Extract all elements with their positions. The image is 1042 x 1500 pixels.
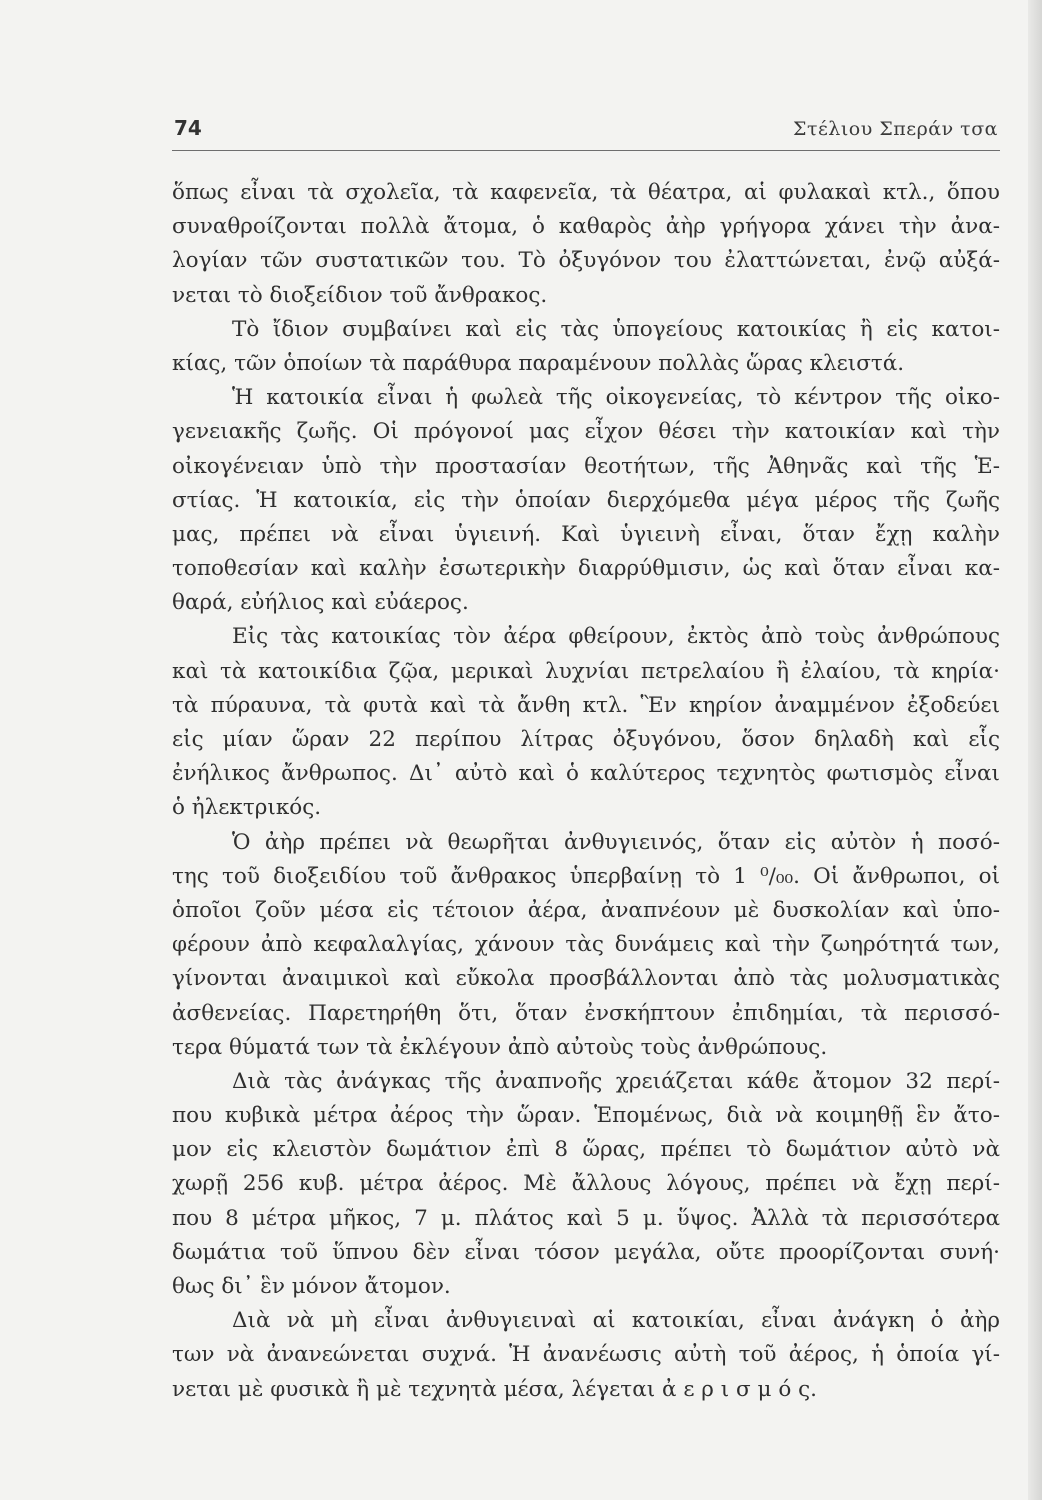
text-line: των νὰ ἀνανεώνεται συχνά. Ἡ ἀνανέωσις αὐτὴ τοῦ ἀέρος, ἡ ὁποία γί- bbox=[172, 1342, 1000, 1368]
paragraph bbox=[172, 313, 1000, 381]
text-line: ἐνήλικος ἄνθρωπος. Δι᾿ αὐτὸ καὶ ὁ καλύτερος τεχνητὸς φωτισμὸς εἶναι bbox=[172, 761, 1000, 787]
text-line: νεται μὲ φυσικὰ ἢ μὲ τεχνητὰ μέσα, λέγεται ἀ ε ρ ι σ μ ό ς. bbox=[172, 1376, 818, 1402]
running-head-author: Στέλιου Σπεράν τσα bbox=[793, 118, 998, 140]
paragraph bbox=[172, 620, 1000, 825]
text-line: θως δι᾿ ἓν μόνον ἄτομον. bbox=[172, 1274, 451, 1299]
text-line: ἀσθενείας. Παρετηρήθη ὅτι, ὅταν ἐνσκήπτουν ἐπιδημίαι, τὰ περισσό- bbox=[172, 1000, 1000, 1026]
text-line: κίας, τῶν ὁποίων τὰ παράθυρα παραμένουν πολλὰς ὥρας κλειστά. bbox=[172, 350, 905, 376]
page-edge-shadow bbox=[1028, 0, 1042, 1500]
paragraph bbox=[172, 826, 1000, 1065]
text-line: λογίαν τῶν συστατικῶν του. Τὸ ὀξυγόνον του ἐλαττώνεται, ἐνῷ αὐξά- bbox=[172, 248, 1000, 274]
page-header bbox=[172, 112, 1002, 152]
page-number: 74 bbox=[174, 116, 202, 140]
header-rule bbox=[172, 150, 1000, 151]
text-line: ὁποῖοι ζοῦν μέσα εἰς τέτοιον ἀέρα, ἀναπνέουν μὲ δυσκολίαν καὶ ὑπο- bbox=[172, 897, 1000, 923]
text-line: καὶ τὰ κατοικίδια ζῷα, μερικαὶ λυχνίαι πετρελαίου ἢ ἐλαίου, τὰ κηρία· bbox=[172, 658, 1000, 684]
paragraph bbox=[172, 1304, 1000, 1407]
text-line: μας, πρέπει νὰ εἶναι ὑγιεινή. Καὶ ὑγιεινὴ εἶναι, ὅταν ἔχῃ καλὴν bbox=[172, 521, 1000, 547]
text-line: εἰς μίαν ὥραν 22 περίπου λίτρας ὀξυγόνου, ὅσον δηλαδὴ καὶ εἷς bbox=[172, 727, 1000, 752]
text-line: Τὸ ἴδιον συμβαίνει καὶ εἰς τὰς ὑπογείους κατοικίας ἢ εἰς κατοι- bbox=[232, 316, 1000, 342]
body-text bbox=[172, 176, 1000, 1407]
text-line: Εἰς τὰς κατοικίας τὸν ἀέρα φθείρουν, ἐκτὸς ἀπὸ τοὺς ἀνθρώπους bbox=[232, 624, 1000, 650]
text-line: Διὰ τὰς ἀνάγκας τῆς ἀναπνοῆς χρειάζεται κάθε ἄτομον 32 περί- bbox=[232, 1068, 1000, 1094]
text-line: δωμάτια τοῦ ὕπνου δὲν εἶναι τόσον μεγάλα, οὔτε προορίζονται συνή· bbox=[172, 1239, 1000, 1265]
text-line: μον εἰς κλειστὸν δωμάτιον ἐπὶ 8 ὥρας, πρέπει τὸ δωμάτιον αὐτὸ νὰ bbox=[172, 1137, 1000, 1163]
text-line: φέρουν ἀπὸ κεφαλαλγίας, χάνουν τὰς δυνάμεις καὶ τὴν ζωηρότητά των, bbox=[172, 932, 1000, 958]
text-line: τὰ πύραυνα, τὰ φυτὰ καὶ τὰ ἄνθη κτλ. Ἓν κηρίον ἀναμμένον ἐξοδεύει bbox=[172, 692, 1000, 718]
text-line: τερα θύματά των τὰ ἐκλέγουν ἀπὸ αὐτοὺς τοὺς ἀνθρώπους. bbox=[172, 1034, 828, 1060]
text-line: της τοῦ διοξειδίου τοῦ ἄνθρακος ὑπερβαίνῃ τὸ 1 ⁰/₀₀. Οἱ ἄνθρωποι, οἱ bbox=[172, 863, 1000, 889]
text-line: χωρῇ 256 κυβ. μέτρα ἀέρος. Μὲ ἄλλους λόγους, πρέπει νὰ ἔχῃ περί- bbox=[172, 1171, 1000, 1197]
text-line: Ἡ κατοικία εἶναι ἡ φωλεὰ τῆς οἰκογενείας, τὸ κέντρον τῆς οἰκο- bbox=[232, 385, 1000, 411]
text-line: ὁ ἠλεκτρικός. bbox=[172, 795, 322, 821]
text-line: συναθροίζονται πολλὰ ἄτομα, ὁ καθαρὸς ἀὴρ γρήγορα χάνει τὴν ἀνα- bbox=[172, 214, 1000, 240]
text-line: γενειακῆς ζωῆς. Οἱ πρόγονοί μας εἶχον θέσει τὴν κατοικίαν καὶ τὴν bbox=[172, 419, 1000, 445]
paragraph bbox=[172, 381, 1000, 620]
text-line: ὅπως εἶναι τὰ σχολεῖα, τὰ καφενεῖα, τὰ θέατρα, αἱ φυλακαὶ κτλ., ὅπου bbox=[172, 180, 1000, 205]
text-line: Ὁ ἀὴρ πρέπει νὰ θεωρῆται ἀνθυγιεινός, ὅταν εἰς αὐτὸν ἡ ποσό- bbox=[232, 829, 1000, 855]
paragraph bbox=[172, 1065, 1000, 1304]
text-line: τοποθεσίαν καὶ καλὴν ἐσωτερικὴν διαρρύθμισιν, ὡς καὶ ὅταν εἶναι κα- bbox=[172, 556, 1000, 582]
text-line: στίας. Ἡ κατοικία, εἰς τὴν ὁποίαν διερχόμεθα μέγα μέρος τῆς ζωῆς bbox=[172, 487, 1000, 513]
paragraph bbox=[172, 176, 1000, 313]
text-line: που 8 μέτρα μῆκος, 7 μ. πλάτος καὶ 5 μ. ὕψος. Ἀλλὰ τὰ περισσότερα bbox=[172, 1205, 1000, 1231]
text-line: γίνονται ἀναιμικοὶ καὶ εὔκολα προσβάλλονται ἀπὸ τὰς μολυσματικὰς bbox=[172, 966, 1000, 992]
text-line: που κυβικὰ μέτρα ἀέρος τὴν ὥραν. Ἑπομένως, διὰ νὰ κοιμηθῇ ἓν ἄτο- bbox=[172, 1103, 1000, 1129]
text-line: νεται τὸ διοξείδιον τοῦ ἄνθρακος. bbox=[172, 282, 548, 308]
text-line: οἰκογένειαν ὑπὸ τὴν προστασίαν θεοτήτων, τῆς Ἀθηνᾶς καὶ τῆς Ἑ- bbox=[172, 453, 1000, 479]
text-line: Διὰ νὰ μὴ εἶναι ἀνθυγιειναὶ αἱ κατοικίαι, εἶναι ἀνάγκη ὁ ἀὴρ bbox=[232, 1308, 1000, 1334]
text-line: θαρά, εὐήλιος καὶ εὐάερος. bbox=[172, 590, 469, 616]
